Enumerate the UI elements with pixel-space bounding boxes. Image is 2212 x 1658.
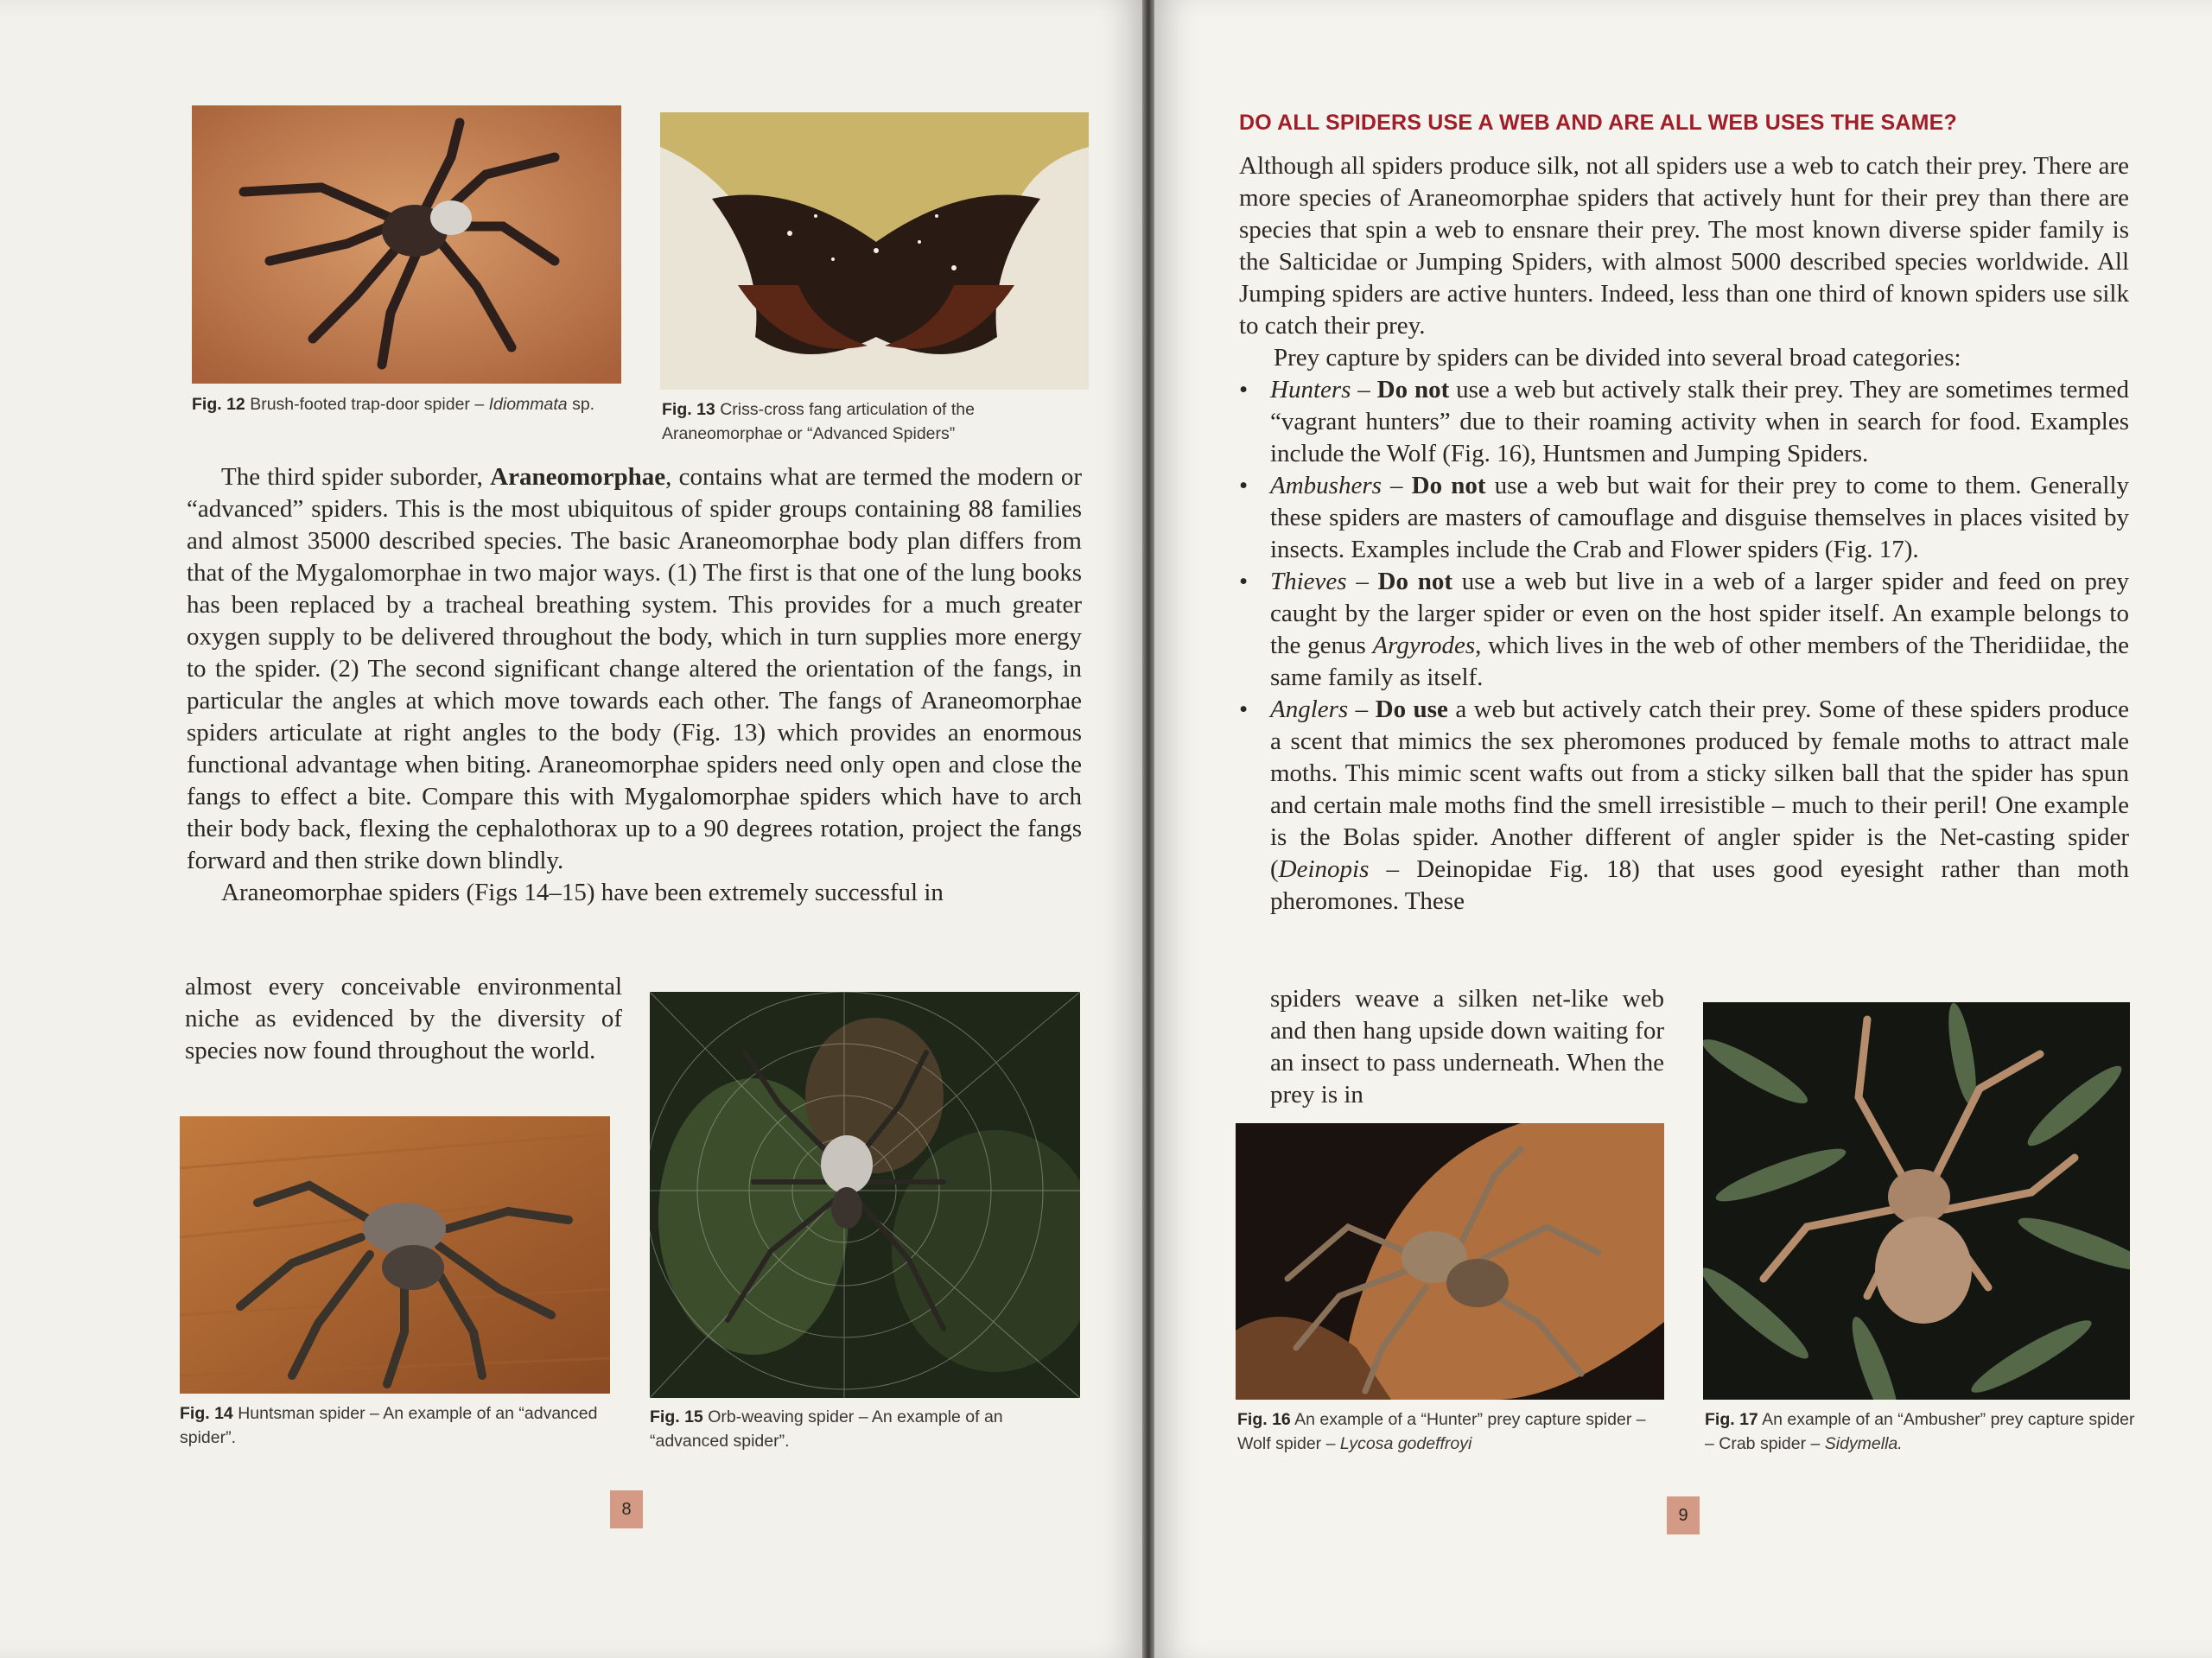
left-body-text [187,461,1082,909]
fig17-label: Fig. 17 [1705,1410,1758,1429]
para1-rest: , contains what are termed the modern or “advanced” spiders. This is the most ubiquitous of spider groups containing 88 families and almost 35000 described species. The basic Araneomorphae body plan differs from that of the Mygalomorphae in two major ways. (1) The first is that one of the lung books has been replaced by a tracheal breathing system. This provides for a much greater oxygen supply to be delivered throughout the body, which in turn supplies more energy to the spider. (2) The second significant change altered the orientation of the fangs, in particular the angles at which move towards each other. The fangs of Araneomorphae spiders articulate at right angles to the body (Fig. 13) which provides an enormous functional advantage when biting. Araneomorphae spiders need only open and close the fangs to effect a bite. Compare this with Mygalomorphae spiders which have to arch their body back, flexing the cephalothorax up to a 90 degrees rotation, project the fangs forward and then strike down blindly. [187,463,1082,874]
list-item-thieves [1239,566,2129,694]
fig16-photo [1236,1123,1664,1400]
fig12-text: Brush-footed trap-door spider – [250,395,489,414]
continuation-text: spiders weave a silken net-like web and then hang upside down waiting for an insect to pass underneath. When the prey is in [1270,985,1664,1109]
fig13-photo [660,112,1089,390]
fig16-label: Fig. 16 [1237,1410,1291,1429]
bullet-text2: , which lives in the web of other members of the Theridiidae, the same family as itself. [1270,632,2129,691]
para1-lead: The third spider suborder, [221,463,491,491]
bullet-dash: – [1381,472,1412,499]
fig12-label: Fig. 12 [192,395,245,414]
bullet-dash: – [1346,568,1378,595]
lead-in: Prey capture by spiders can be divided into several broad categories: [1274,344,1961,372]
book-gutter [1142,0,1154,1658]
fig12-species: Idiommata [488,395,568,414]
fig17-photo [1703,1002,2130,1400]
para2-line1: Araneomorphae spiders (Figs 14–15) have been extremely successful in [221,879,944,906]
fig15-photo [650,992,1080,1398]
intro-paragraph: Although all spiders produce silk, not all spiders use a web to catch their prey. There are more species of Araneomorphae spiders that actively hunt for their prey than there are species that spin a web to ensnare their prey. The most known diverse spider family is the Salticidae or Jumping Spiders, with almost 5000 described species worldwide. All Jumping spiders are active hunters. Indeed, less than one third of known spiders use silk to catch their prey. [1239,152,2129,340]
bullet-term: Ambushers [1270,472,1382,499]
fig16-caption [1237,1407,1669,1456]
fig13-text: Criss-cross fang articulation of the Araneomorphae or “Advanced Spiders” [662,400,975,443]
bullet-text2: – Deinopidae Fig. 18) that uses good eyesight rather than moth pheromones. These [1270,855,2129,915]
fig13-caption [662,397,1094,446]
fig16-text: An example of a “Hunter” prey capture spider – Wolf spider – [1237,1410,1646,1453]
fig17-text: An example of an “Ambusher” prey capture spider – Crab spider – [1705,1410,2135,1453]
fig17-species: Sidymella. [1824,1434,1903,1453]
fig14-text: Huntsman spider – An example of an “advanced spider”. [180,1404,598,1447]
fig12-suffix: sp. [567,395,595,414]
bullet-key: Do not [1411,472,1486,499]
list-item-hunters [1239,374,2129,470]
bullet-text: use a web but live in a web of a larger spider and feed on prey caught by the larger spider or even on the host spider itself. An example belongs to the genus [1270,568,2130,659]
bullet-text: use a web but wait for their prey to come to them. Generally these spiders are masters of camouflage and disguise themselves in places visited by insects. Examples include the Crab and Flower spiders (Fig. 17). [1270,472,2129,563]
list-item-ambushers [1239,470,2129,566]
fig12-caption [192,392,624,416]
bullet-key: Do not [1377,568,1452,595]
fig12-photo [192,105,621,384]
fig14-label: Fig. 14 [180,1404,233,1423]
bullet-term: Hunters [1270,376,1351,403]
fig15-caption [650,1405,1082,1453]
prey-capture-list [1239,374,2129,918]
fig14-photo [180,1116,610,1394]
fig17-caption [1705,1407,2137,1456]
right-body-text [1239,150,2129,918]
bullet-genus: Argyrodes [1372,632,1476,659]
list-item-anglers [1239,694,2129,918]
bullet-term: Thieves [1270,568,1347,595]
bullet-text: a web but actively catch their prey. Some of these spiders produce a scent that mimics the sex pheromones produced by female moths to attract male moths. This mimic scent wafts out from a sticky silken ball that the spider has spun and certain male moths find the smell irresistible – much to their peril! One example is the Bolas spider. Another different of angler spider is the Net-casting spider ( [1270,696,2130,883]
bullet-text: use a web but actively stalk their prey. They are sometimes termed “vagrant hunters” due to their roaming activity when in search for food. Examples include the Wolf (Fig. 16), Huntsmen and Jumping Spiders. [1270,376,2130,467]
bullet-term: Anglers [1270,696,1349,723]
bullet-dash: – [1351,376,1377,403]
bullet-key: Do use [1375,696,1448,723]
fig13-label: Fig. 13 [662,400,715,419]
fig14-caption [180,1401,612,1450]
left-wrap-text [185,971,622,1067]
bullet-key: Do not [1376,376,1450,403]
section-heading: DO ALL SPIDERS USE A WEB AND ARE ALL WEB USES THE SAME? [1239,111,1957,135]
para2-rest: almost every conceivable environmental niche as evidenced by the diversity of species now found throughout the world. [185,973,622,1064]
fig15-text: Orb-weaving spider – An example of an “advanced spider”. [650,1407,1003,1451]
bullet-dash: – [1348,696,1376,723]
page-number-right: 9 [1667,1496,1700,1534]
fig15-label: Fig. 15 [650,1407,703,1426]
right-wrap-text [1270,983,1664,1111]
para1-term: Araneomorphae [490,463,666,491]
bullet-genus: Deinopis [1278,855,1370,883]
fig16-species: Lycosa godeffroyi [1339,1434,1472,1453]
page-number-left: 8 [610,1490,643,1528]
